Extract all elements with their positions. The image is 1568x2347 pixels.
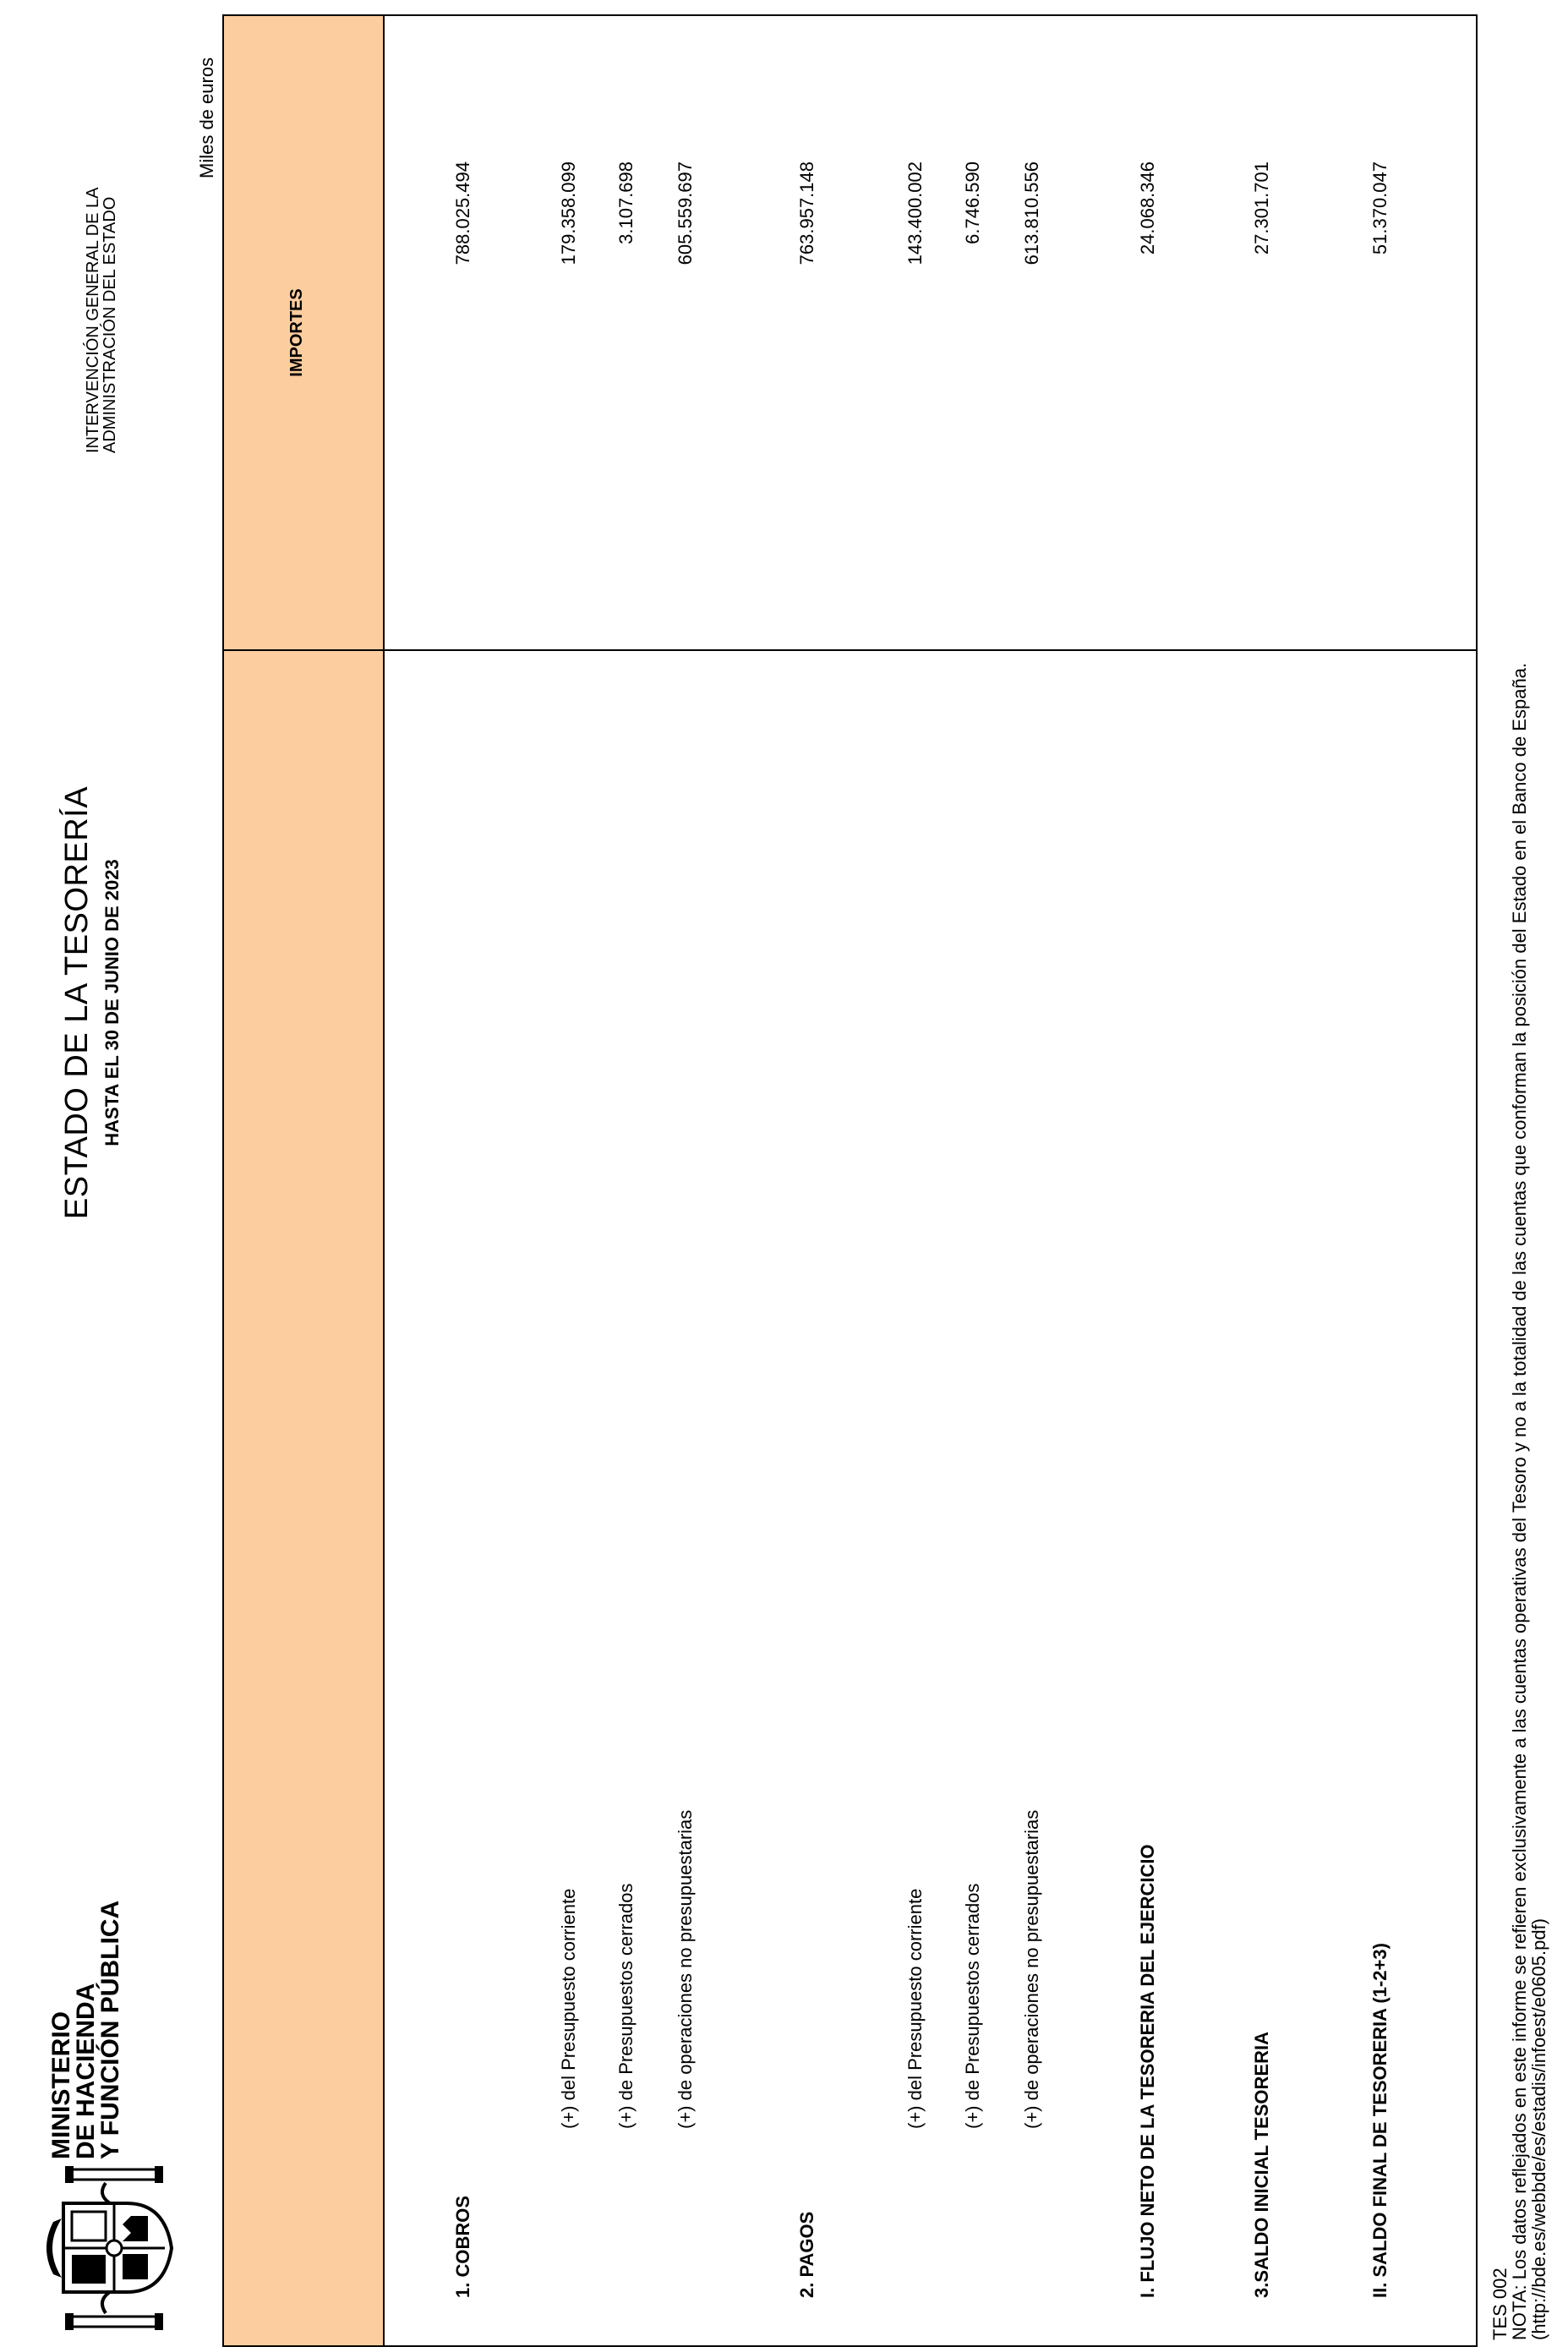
report-code: TES 002 xyxy=(1489,2268,1511,2340)
row-label-cobros-no-presupuestarias: (+) de operaciones no presupuestarias xyxy=(675,1809,696,2129)
row-label-saldo-inicial: 3.SALDO INICIAL TESORERIA xyxy=(1251,2032,1272,2298)
row-value-pagos: 763.957.148 xyxy=(796,161,817,265)
row-value-pagos-corriente: 143.400.002 xyxy=(904,161,926,265)
row-value-pagos-cerrados: 6.746.590 xyxy=(962,161,983,244)
footer-url: (http://bde.es/webbde/es/estadis/infoest/e0605.pdf) xyxy=(1528,1918,1549,2340)
ministry-name xyxy=(49,1901,123,2159)
row-label-pagos-corriente: (+) del Presupuesto corriente xyxy=(904,1888,926,2129)
row-value-pagos-no-presupuestarias: 613.810.556 xyxy=(1021,161,1042,265)
report-subtitle: HASTA EL 30 DE JUNIO DE 2023 xyxy=(101,859,123,1146)
row-label-pagos-no-presupuestarias: (+) de operaciones no presupuestarias xyxy=(1021,1809,1042,2129)
column-divider xyxy=(222,649,1478,651)
ministry-line-3: Y FUNCIÓN PÚBLICA xyxy=(96,1900,124,2159)
row-label-pagos-cerrados: (+) de Presupuestos cerrados xyxy=(962,1883,983,2129)
organization-line-1: INTERVENCIÓN GENERAL DE LA xyxy=(84,187,102,453)
units-label: Miles de euros xyxy=(196,57,217,178)
row-value-saldo-final: 51.370.047 xyxy=(1369,161,1390,255)
row-label-pagos: 2. PAGOS xyxy=(796,2211,817,2298)
row-value-cobros-no-presupuestarias: 605.559.697 xyxy=(675,161,696,265)
row-label-cobros-corriente: (+) del Presupuesto corriente xyxy=(558,1888,579,2129)
row-value-saldo-inicial: 27.301.701 xyxy=(1251,161,1272,255)
row-label-cobros: 1. COBROS xyxy=(452,2195,473,2298)
footer-note: NOTA: Los datos reflejados en este informe se refieren exclusivamente a las cuentas operativas del Tesoro y no a la totalidad de las cuentas que conforman la posición del Estado en el Banco de España. xyxy=(1509,662,1530,2340)
row-value-flujo-neto: 24.068.346 xyxy=(1137,161,1158,255)
organization-line-2: ADMINISTRACIÓN DEL ESTADO xyxy=(101,196,119,453)
report-title: ESTADO DE LA TESORERÍA xyxy=(59,785,95,1220)
row-label-cobros-cerrados: (+) de Presupuestos cerrados xyxy=(615,1883,636,2129)
treasury-table xyxy=(222,14,1478,2347)
ministry-line-1: MINISTERIO xyxy=(47,2011,75,2159)
row-value-cobros-corriente: 179.358.099 xyxy=(558,161,579,265)
column-header-importes: IMPORTES xyxy=(287,288,306,377)
row-label-flujo-neto: I. FLUJO NETO DE LA TESORERIA DEL EJERCICIO xyxy=(1137,1844,1158,2298)
row-value-cobros-cerrados: 3.107.698 xyxy=(615,161,636,244)
coat-of-arms-icon xyxy=(46,2164,173,2330)
row-label-saldo-final: II. SALDO FINAL DE TESORERIA (1-2+3) xyxy=(1369,1943,1390,2298)
organization-name xyxy=(85,187,118,453)
ministry-line-2: DE HACIENDA xyxy=(72,1983,100,2159)
row-value-cobros: 788.025.494 xyxy=(452,161,473,265)
